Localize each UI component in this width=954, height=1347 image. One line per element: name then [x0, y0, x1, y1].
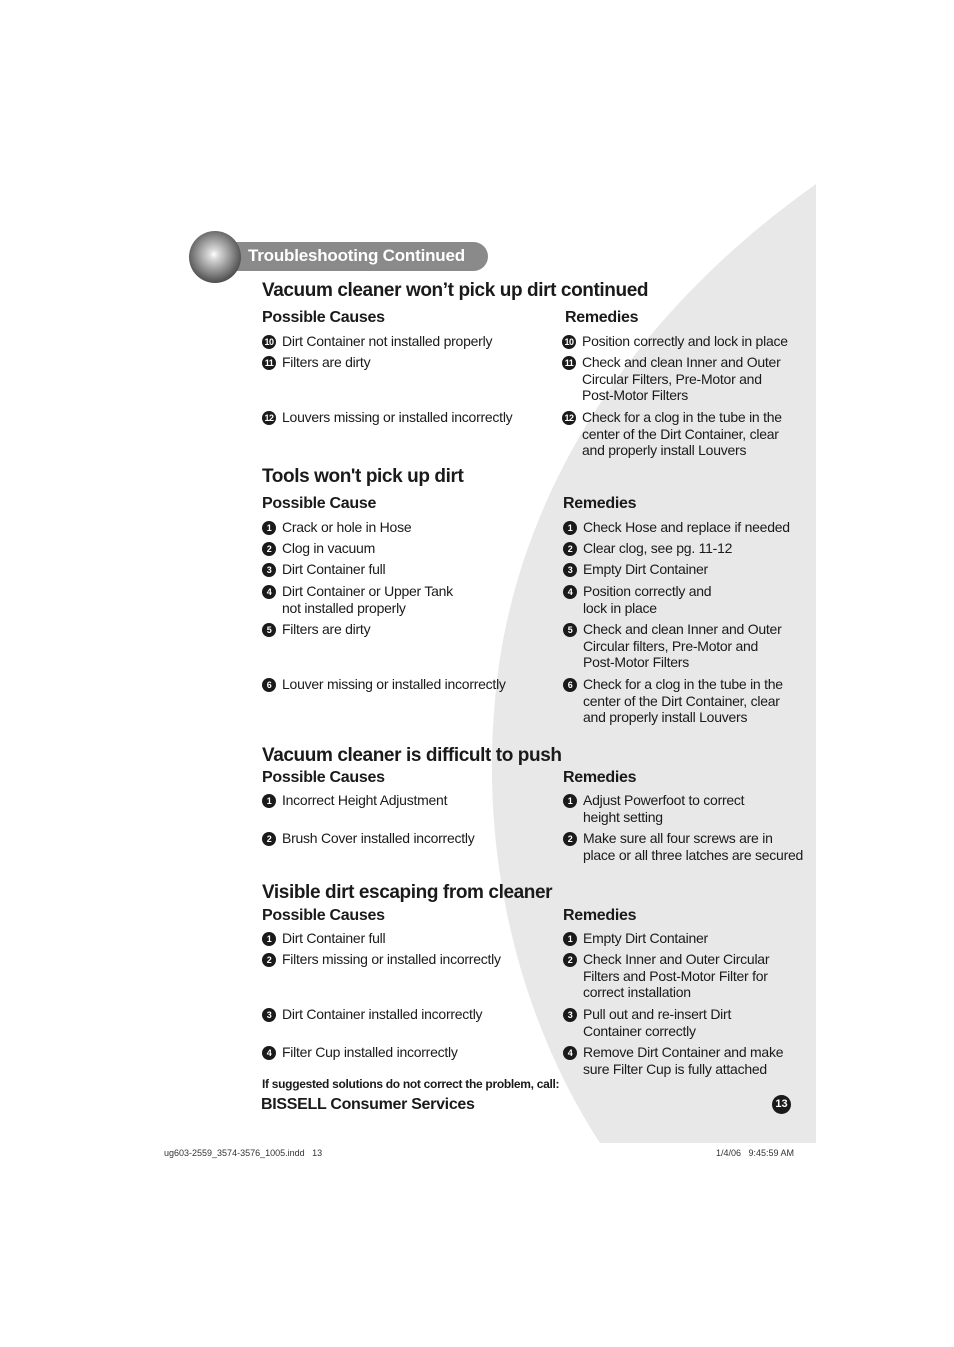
cause-text: Louvers missing or installed incorrectly — [282, 409, 513, 425]
remedy-text: Position correctly and lock in place — [582, 333, 788, 349]
number-badge-icon: 1 — [563, 794, 577, 808]
remedy-item — [563, 1044, 783, 1077]
cause-item — [262, 519, 411, 536]
remedy-text: Check and clean Inner and Outer Circular filters, Pre-Motor and Post-Motor Filters — [583, 621, 782, 670]
cause-text: Louver missing or installed incorrectly — [282, 676, 506, 692]
remedy-text: Remove Dirt Container and make sure Filter Cup is fully attached — [583, 1044, 784, 1077]
number-badge-icon: 4 — [563, 1046, 577, 1060]
number-badge-icon: 4 — [262, 1046, 276, 1060]
remedies-heading: Remedies — [563, 769, 637, 786]
cause-item — [262, 930, 385, 947]
help-note: If suggested solutions do not correct the problem, call: — [262, 1077, 560, 1091]
section-title: Vacuum cleaner is difficult to push — [262, 745, 562, 766]
remedies-heading: Remedies — [565, 309, 639, 326]
remedies-heading: Remedies — [563, 495, 637, 512]
remedy-item — [563, 676, 783, 726]
remedy-text: Make sure all four screws are in place or all three latches are secured — [583, 830, 804, 863]
number-badge-icon: 3 — [563, 1008, 577, 1022]
remedy-text: Check for a clog in the tube in the center of the Dirt Container, clear and properly install Louvers — [583, 676, 783, 725]
cause-text: Filter Cup installed incorrectly — [282, 1044, 458, 1060]
number-badge-icon: 6 — [563, 678, 577, 692]
number-badge-icon: 4 — [262, 585, 276, 599]
remedy-item — [563, 930, 708, 947]
number-badge-icon: 2 — [563, 953, 577, 967]
remedy-item — [562, 409, 782, 459]
remedy-text: Adjust Powerfoot to correct height setting — [583, 792, 745, 825]
remedy-text: Check for a clog in the tube in the center of the Dirt Container, clear and properly install Louvers — [582, 409, 782, 458]
remedy-text: Pull out and re-insert Dirt Container correctly — [583, 1006, 732, 1039]
remedy-text: Clear clog, see pg. 11-12 — [583, 540, 733, 556]
footer-file-info: ug603-2559_3574-3576_1005.indd 13 — [164, 1148, 323, 1158]
cause-text: Dirt Container or Upper Tank not installed properly — [282, 583, 453, 616]
cause-item — [262, 621, 370, 638]
number-badge-icon: 2 — [563, 542, 577, 556]
cause-item — [262, 951, 501, 968]
cause-item — [262, 409, 512, 426]
remedy-text: Empty Dirt Container — [583, 561, 708, 577]
remedy-text: Check Hose and replace if needed — [583, 519, 790, 535]
remedy-item — [563, 561, 708, 578]
remedy-item — [562, 333, 788, 350]
section-title: Visible dirt escaping from cleaner — [262, 882, 553, 903]
cause-item — [262, 333, 492, 350]
section-title: Vacuum cleaner won’t pick up dirt continued — [262, 280, 649, 301]
number-badge-icon: 1 — [262, 932, 276, 946]
cause-text: Dirt Container full — [282, 561, 386, 577]
cause-item — [262, 561, 385, 578]
remedy-item — [563, 519, 790, 536]
remedy-item — [563, 1006, 731, 1039]
remedy-item — [563, 792, 744, 825]
number-badge-icon: 10 — [262, 335, 276, 349]
causes-heading: Possible Causes — [262, 907, 385, 924]
number-badge-icon: 10 — [562, 335, 576, 349]
number-badge-icon: 11 — [562, 356, 576, 370]
number-badge-icon: 1 — [563, 932, 577, 946]
number-badge-icon: 5 — [262, 623, 276, 637]
causes-heading: Possible Causes — [262, 309, 385, 326]
cause-text: Brush Cover installed incorrectly — [282, 830, 475, 846]
cause-text: Crack or hole in Hose — [282, 519, 412, 535]
number-badge-icon: 1 — [262, 794, 276, 808]
sphere-icon — [189, 231, 241, 283]
cause-text: Filters are dirty — [282, 354, 371, 370]
causes-heading: Possible Cause — [262, 495, 377, 512]
remedy-item — [563, 583, 711, 616]
cause-item — [262, 676, 506, 693]
cause-text: Filters missing or installed incorrectly — [282, 951, 501, 967]
remedy-item — [563, 621, 782, 671]
cause-item — [262, 792, 447, 809]
number-badge-icon: 2 — [262, 832, 276, 846]
number-badge-icon: 12 — [262, 411, 276, 425]
remedy-item — [563, 830, 803, 863]
remedy-text: Check Inner and Outer Circular Filters and Post-Motor Filter for correct installation — [583, 951, 770, 1000]
section-title: Tools won't pick up dirt — [262, 466, 464, 487]
cause-item — [262, 1006, 482, 1023]
page-number-badge: 13 — [772, 1095, 791, 1114]
number-badge-icon: 3 — [262, 1008, 276, 1022]
remedy-item — [562, 354, 781, 404]
number-badge-icon: 11 — [262, 356, 276, 370]
causes-heading: Possible Causes — [262, 769, 385, 786]
cause-item — [262, 830, 475, 847]
contact-name: BISSELL Consumer Services — [261, 1096, 475, 1113]
remedy-text: Position correctly and lock in place — [583, 583, 712, 616]
number-badge-icon: 4 — [563, 585, 577, 599]
number-badge-icon: 6 — [262, 678, 276, 692]
number-badge-icon: 5 — [563, 623, 577, 637]
remedy-item — [563, 540, 732, 557]
remedy-text: Empty Dirt Container — [583, 930, 708, 946]
number-badge-icon: 1 — [563, 521, 577, 535]
cause-text: Dirt Container full — [282, 930, 386, 946]
cause-item — [262, 540, 375, 557]
cause-item — [262, 583, 453, 616]
number-badge-icon: 2 — [563, 832, 577, 846]
number-badge-icon: 3 — [563, 563, 577, 577]
number-badge-icon: 2 — [262, 542, 276, 556]
cause-item — [262, 1044, 458, 1061]
cause-text: Dirt Container installed incorrectly — [282, 1006, 483, 1022]
cause-item — [262, 354, 370, 371]
cause-text: Incorrect Height Adjustment — [282, 792, 448, 808]
number-badge-icon: 1 — [262, 521, 276, 535]
cause-text: Clog in vacuum — [282, 540, 375, 556]
remedy-item — [563, 951, 769, 1001]
remedies-heading: Remedies — [563, 907, 637, 924]
number-badge-icon: 3 — [262, 563, 276, 577]
cause-text: Dirt Container not installed properly — [282, 333, 493, 349]
remedy-text: Check and clean Inner and Outer Circular Filters, Pre-Motor and Post-Motor Filters — [582, 354, 781, 403]
footer-timestamp: 1/4/06 9:45:59 AM — [716, 1148, 795, 1158]
number-badge-icon: 12 — [562, 411, 576, 425]
cause-text: Filters are dirty — [282, 621, 371, 637]
header-label: Troubleshooting Continued — [248, 246, 465, 265]
number-badge-icon: 2 — [262, 953, 276, 967]
